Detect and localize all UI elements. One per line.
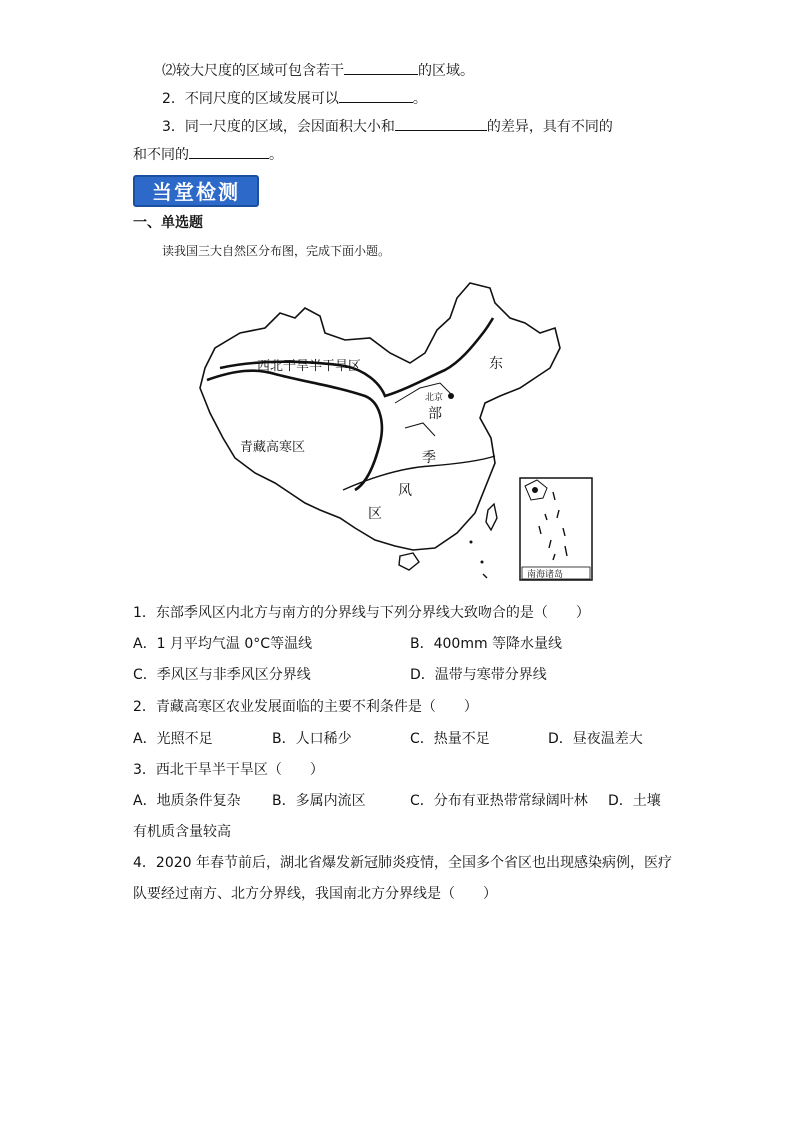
boundary-line-northwest [207, 371, 382, 490]
provincial-border [405, 423, 435, 436]
label-northwest-region: 西北干旱半干旱区 [257, 359, 362, 374]
question-2-option-d[interactable]: D．昼夜温差大 [548, 731, 643, 747]
fill-line-3 [162, 116, 613, 137]
answer-blank[interactable] [189, 144, 269, 159]
fill-line-4 [133, 144, 283, 165]
china-natural-regions-map [195, 278, 595, 582]
hainan-island [399, 553, 419, 570]
island-dot [470, 541, 473, 544]
question-4-stem-continuation: 队要经过南方、北方分界线，我国南北方分界线是（ ） [133, 886, 497, 902]
question-1-option-d[interactable]: D．温带与寒带分界线 [410, 667, 547, 683]
label-east-3: 季 [422, 450, 436, 466]
question-3-option-d[interactable]: D．土壤 [608, 793, 661, 809]
question-1-option-b[interactable]: B．400mm 等降水量线 [410, 636, 563, 652]
fill-text: 。 [412, 91, 427, 107]
provincial-border [395, 383, 453, 403]
island-mark [483, 574, 487, 578]
section-heading: 一、单选题 [133, 215, 203, 231]
question-3-stem: 3．西北干旱半干旱区（ ） [133, 762, 324, 778]
map-intro: 读我国三大自然区分布图，完成下面小题。 [162, 244, 391, 258]
fill-text: 2．不同尺度的区域发展可以 [162, 91, 339, 107]
question-1-option-c[interactable]: C．季风区与非季风区分界线 [133, 667, 311, 683]
label-east-4: 风 [398, 483, 412, 499]
question-3-option-a[interactable]: A．地质条件复杂 [133, 793, 241, 809]
question-3-option-c[interactable]: C．分布有亚热带常绿阔叶林 [410, 793, 588, 809]
fill-text: 的区域。 [418, 63, 474, 79]
section-badge: 当堂检测 [133, 175, 259, 207]
question-3-option-d-continuation: 有机质含量较高 [133, 824, 231, 840]
question-2-option-b[interactable]: B．人口稀少 [272, 731, 352, 747]
boundary-line-monsoon [220, 318, 493, 396]
fill-text: 的差异，具有不同的 [486, 119, 613, 135]
fill-line-1 [162, 60, 474, 81]
fill-text: ⑵较大尺度的区域可包含若干 [162, 63, 344, 79]
question-3-option-b[interactable]: B．多属内流区 [272, 793, 366, 809]
question-2-option-a[interactable]: A．光照不足 [133, 731, 213, 747]
label-east-5: 区 [368, 506, 382, 522]
answer-blank[interactable] [339, 88, 413, 103]
fill-text: 。 [269, 147, 283, 163]
fill-line-2 [162, 88, 427, 109]
label-beijing: 北京 [425, 393, 444, 403]
label-south-china-sea-islands: 南海诸岛 [527, 570, 564, 580]
question-2-stem: 2．青藏高寒区农业发展面临的主要不利条件是（ ） [133, 699, 478, 715]
fill-text: 和不同的 [133, 147, 189, 163]
label-east-1: 东 [489, 356, 503, 372]
taiwan-island [486, 504, 497, 530]
island-dot [481, 561, 484, 564]
question-1-option-a[interactable]: A．1 月平均气温 0°C等温线 [133, 636, 313, 652]
question-2-option-c[interactable]: C．热量不足 [410, 731, 490, 747]
question-1-stem: 1．东部季风区内北方与南方的分界线与下列分界线大致吻合的是（ ） [133, 605, 590, 621]
south-china-sea-inset [520, 478, 592, 580]
question-4-stem: 4．2020 年春节前后，湖北省爆发新冠肺炎疫情，全国多个省区也出现感染病例，医疗 [133, 855, 672, 871]
label-east-2: 部 [428, 406, 442, 422]
boundary-line-south [343, 456, 495, 490]
fill-text: 3．同一尺度的区域，会因面积大小和 [162, 119, 395, 135]
answer-blank[interactable] [395, 116, 487, 131]
answer-blank[interactable] [344, 60, 418, 75]
label-qinghai-tibet-region: 青藏高寒区 [240, 440, 306, 455]
beijing-marker [448, 393, 454, 399]
